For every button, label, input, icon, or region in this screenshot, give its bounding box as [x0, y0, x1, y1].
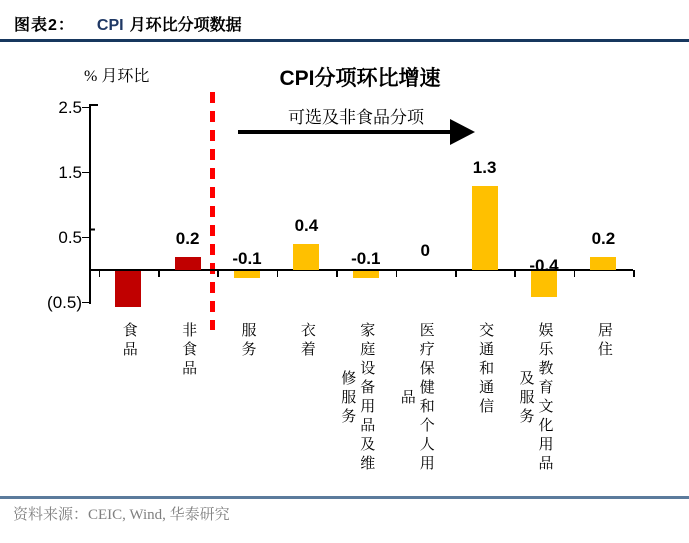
- annotation-label: 可选及非食品分项: [288, 108, 424, 127]
- category-label-column: 修服务: [339, 369, 356, 427]
- category-label-column: 衣着: [298, 322, 315, 360]
- figure-header: [14, 12, 242, 35]
- bar: [293, 244, 319, 270]
- category-label-column: 居住: [595, 322, 612, 360]
- y-axis-unit-label: % 月环比: [84, 68, 150, 85]
- bar-value-label: 0.2: [591, 229, 616, 248]
- y-tick-label: (0.5): [47, 292, 82, 312]
- x-tick-mark: [336, 270, 338, 277]
- y-axis-top-tick: [89, 104, 98, 106]
- bar: [353, 271, 379, 278]
- category-label-column: 娱乐教育文化用品: [536, 322, 553, 474]
- category-group-separator-dashed-line: [210, 92, 215, 330]
- y-tick-mark: [82, 237, 90, 239]
- figure-number-label: 图表2：: [14, 17, 75, 34]
- bar: [590, 257, 616, 270]
- y-tick-label: 2.5: [58, 97, 82, 117]
- annotation-arrow-line: [238, 130, 454, 134]
- figure-title-latin: CPI: [96, 17, 124, 34]
- bar: [234, 271, 260, 278]
- category-label-column: 食品: [120, 322, 137, 360]
- data-source-note: 资料来源：CEIC, Wind, 华泰研究: [13, 507, 230, 523]
- category-label-column: 交通和通信: [477, 322, 494, 417]
- header-divider-line: [0, 39, 689, 42]
- category-label-column: 非食品: [180, 322, 197, 379]
- y-tick-mark: [82, 172, 90, 174]
- x-tick-mark: [158, 270, 160, 277]
- x-tick-mark: [396, 270, 398, 277]
- y-tick-mark: [82, 302, 90, 304]
- x-tick-mark: [633, 270, 635, 277]
- bar-value-label: -0.1: [232, 249, 262, 268]
- annotation-arrow-head-icon: [450, 119, 475, 145]
- footer-divider-line: [0, 496, 689, 499]
- category-label-column: 家庭设备用品及维: [358, 322, 375, 474]
- bar-value-label: 0.4: [294, 216, 319, 235]
- bar-value-label: -: [90, 219, 96, 238]
- x-tick-mark: [217, 270, 219, 277]
- x-tick-mark: [99, 270, 101, 277]
- category-label-column: 品: [398, 388, 415, 408]
- y-axis-line: [89, 104, 91, 304]
- bar: [115, 271, 141, 307]
- bar-value-label: 0.2: [175, 229, 200, 248]
- bar-value-label: 1.3: [472, 157, 497, 177]
- y-tick-label: 0.5: [58, 227, 82, 247]
- bar-value-label: -0.1: [351, 249, 381, 268]
- figure-title-chinese: 月环比分项数据: [129, 17, 242, 34]
- category-label-column: 医疗保健和个人用: [417, 322, 434, 474]
- y-tick-mark: [82, 107, 90, 109]
- category-label-column: 服务: [239, 322, 256, 360]
- chart-title: CPI分项环比增速: [279, 67, 441, 90]
- bar: [472, 186, 498, 271]
- y-tick-label: 1.5: [58, 162, 82, 182]
- category-label-column: 及服务: [517, 369, 534, 427]
- bar-value-label: 0: [420, 241, 430, 260]
- bar-value-label: -0.4: [529, 256, 559, 275]
- x-tick-mark: [277, 270, 279, 277]
- bar: [175, 257, 201, 270]
- x-tick-mark: [455, 270, 457, 277]
